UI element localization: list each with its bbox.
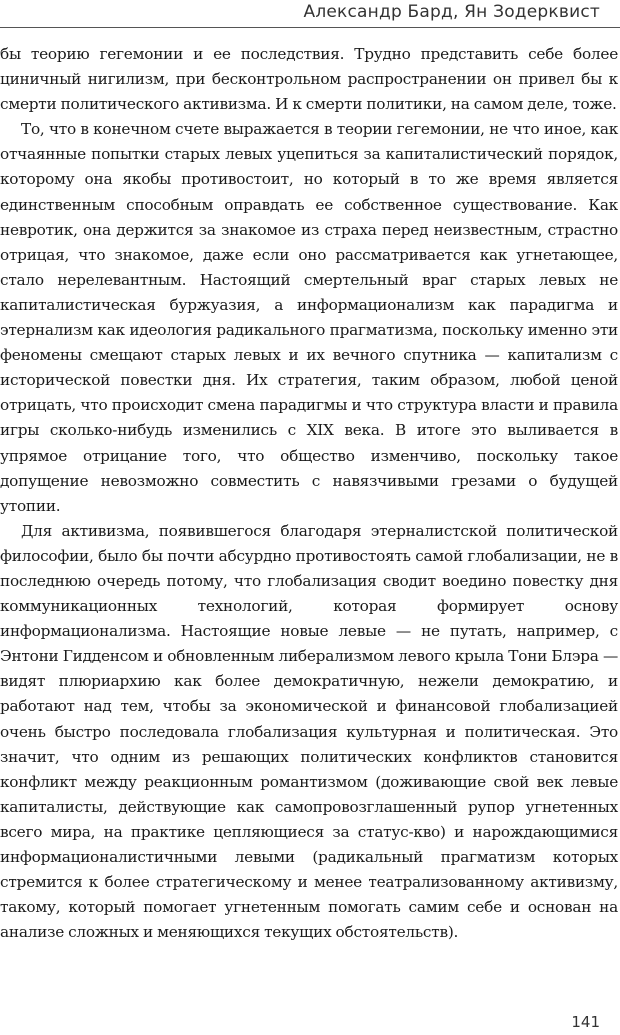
running-header-title: Александр Бард, Ян Зодерквист <box>303 2 600 22</box>
page-body-text <box>0 42 618 945</box>
header-divider <box>0 27 620 28</box>
paragraph-continued: бы теорию гегемонии и ее последствия. Трудно представить себе более циничный нигилизм, при бесконтрольном распространении он привел бы к смерти политического активизма. И к смерти политики, на самом деле, тоже. <box>0 45 618 114</box>
page-number: 141 <box>571 1013 600 1031</box>
paragraph-activism-globalization: Для активизма, появившегося благодаря этерналистской политической философии, было бы почти абсурдно противостоять самой глобализации, не в последнюю очередь потому, что глобализация сводит воедино повестку дня коммуникационных технологий, которая формирует основу информационализма. Настоящие новые левые — не путать, например, с Энтони Гидденсом и обновленным либерализмом левого крыла Тони Блэра — видят плюриархию как более демократичную, нежели демократию, и работают над тем, чтобы за экономической и финансовой глобализацией очень быстро последовала глобализация культурная и политическая. Это значит, что одним из решающих политических конфликтов становится конфликт между реакционным романтизмом (доживающие свой век левые капиталисты, действующие как самопровозглашенный рупор угнетенных всего мира, на практике цепляющиеся за статус-кво) и нарождающимися информационалистичными левыми (радикальный прагматизм которых стремится к более стратегическому и менее театрализованному активизму, такому, который помогает угнетенным помогать самим себе и основан на анализе сложных и меняющихся текущих обстоятельств). <box>0 521 618 942</box>
paragraph-hegemony-theory: То, что в конечном счете выражается в теории гегемонии, не что иное, как отчаянные попытки старых левых уцепиться за капиталистический порядок, которому она якобы противостоит, но который в то же время является единственным способным оправдать ее собственное существование. Как невротик, она держится за знакомое из страха перед неизвестным, страстно отрицая, что знакомое, даже если оно рассматривается как угнетающее, стало нерелевантным. Настоящий смертельный враг старых левых не капиталистическая буржуазия, а информационализм как парадигма и этернализм как идеология радикального прагматизма, поскольку именно эти феномены смещают старых левых и их вечного спутника — капитализм с исторической повестки дня. Их стратегия, таким образом, любой ценой отрицать, что происходит смена парадигмы и что структура власти и правила игры сколько-нибудь изменились с XIX века. В итоге это выливается в упрямое отрицание того, что общество изменчиво, поскольку такое допущение невозможно совместить с навязчивыми грезами о будущей утопии. <box>0 120 618 515</box>
